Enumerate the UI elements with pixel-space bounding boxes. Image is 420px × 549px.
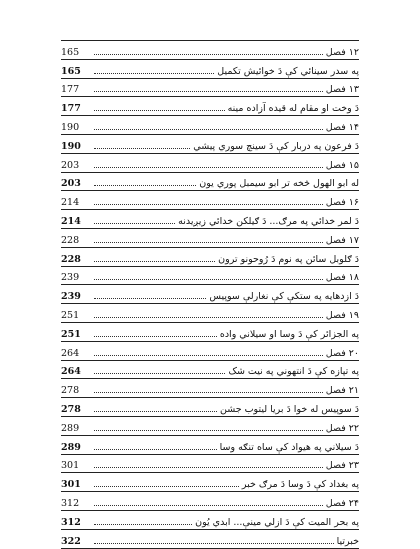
toc-title: ۱۸ فصل [325, 272, 359, 284]
toc-leader-dots [94, 373, 225, 374]
toc-page-number: 228 [61, 253, 81, 265]
toc-page-number: 251 [61, 328, 81, 340]
toc-page-number: 312 [61, 497, 80, 509]
toc-title: ۲۱ فصل [325, 385, 359, 397]
toc-page-number: 264 [61, 347, 80, 359]
toc-page-number: 190 [61, 121, 80, 133]
toc-page-number: 165 [61, 46, 80, 58]
toc-leader-dots [94, 336, 217, 337]
toc-title: ۲۳ فصل [325, 460, 359, 472]
toc-leader-dots [94, 486, 239, 487]
toc-title: ۱۷ فصل [325, 234, 359, 246]
toc-page-number: 264 [61, 366, 81, 378]
toc-title: په بغداد کې دَ وسا دَ مرګ خبر [241, 479, 359, 491]
toc-title: دَ ګلوبل سائن په نوم دَ رُوحونو ترون [218, 253, 359, 265]
table-of-contents [61, 40, 359, 549]
toc-chapter-heading [61, 191, 359, 210]
toc-title: ۱۶ فصل [325, 197, 359, 209]
toc-leader-dots [94, 317, 323, 318]
toc-chapter-heading [61, 455, 359, 474]
toc-chapter-heading [61, 116, 359, 135]
toc-title: په بحر الميت کې دَ ازلي مينې... ابدي يُون [195, 516, 359, 528]
toc-leader-dots [94, 524, 192, 525]
toc-entry [61, 436, 359, 455]
toc-entry [61, 248, 359, 267]
toc-leader-dots [94, 543, 334, 544]
toc-title: په سدر سینائي کې دَ خوائيش تکميل [217, 65, 359, 77]
toc-chapter-heading [61, 379, 359, 398]
toc-page-number: 203 [61, 159, 80, 171]
toc-title: خبرتيا [336, 535, 359, 547]
toc-leader-dots [94, 223, 175, 224]
toc-entry [61, 135, 359, 154]
toc-page-number: 190 [61, 140, 81, 152]
toc-page-number: 214 [61, 197, 80, 209]
toc-leader-dots [94, 148, 190, 149]
toc-page-number: 214 [61, 215, 81, 227]
toc-entry [61, 530, 359, 549]
toc-page-number: 289 [61, 422, 80, 434]
toc-chapter-heading [61, 229, 359, 248]
toc-leader-dots [94, 298, 206, 299]
toc-title: ۲۴ فصل [325, 497, 359, 509]
toc-chapter-heading [61, 41, 359, 60]
toc-page-number: 289 [61, 441, 81, 453]
toc-entry [61, 97, 359, 116]
toc-title: ۱۵ فصل [325, 159, 359, 171]
toc-title: له ابو الهول څخه تر ابو سيمبل پوري يون [199, 178, 359, 190]
toc-entry [61, 60, 359, 79]
toc-leader-dots [94, 73, 214, 74]
toc-entry [61, 511, 359, 530]
toc-entry [61, 285, 359, 304]
toc-entry [61, 210, 359, 229]
toc-leader-dots [94, 185, 196, 186]
toc-leader-dots [94, 110, 225, 111]
toc-chapter-heading [61, 417, 359, 436]
toc-title: دَ ازدهايه په ستکې کې نغارلې سوپيس [209, 291, 359, 303]
toc-leader-dots [94, 505, 323, 506]
toc-entry [61, 173, 359, 192]
toc-title: ۱۲ فصل [325, 46, 359, 58]
toc-leader-dots [94, 167, 323, 168]
toc-page-number: 203 [61, 178, 81, 190]
toc-chapter-heading [61, 342, 359, 361]
toc-title: ۱۴ فصل [325, 121, 359, 133]
toc-page-number: 165 [61, 65, 81, 77]
toc-leader-dots [94, 242, 323, 243]
toc-page-number: 301 [61, 460, 80, 472]
toc-title: ۲۲ فصل [325, 422, 359, 434]
toc-title: دَ لمر خدائي په مرګ... دَ ګيلکن خدائي زيږيدنه [178, 215, 359, 227]
toc-chapter-heading [61, 79, 359, 98]
toc-chapter-heading [61, 267, 359, 286]
toc-title: ۲۰ فصل [325, 347, 359, 359]
toc-page-number: 251 [61, 309, 80, 321]
toc-entry [61, 323, 359, 342]
toc-leader-dots [94, 129, 323, 130]
toc-title: په تپازه کې دَ انتهوني په نيت شک [228, 366, 359, 378]
toc-leader-dots [94, 355, 323, 356]
toc-leader-dots [94, 261, 215, 262]
toc-entry [61, 398, 359, 417]
toc-leader-dots [94, 204, 323, 205]
toc-entry [61, 361, 359, 380]
toc-page-number: 228 [61, 234, 80, 246]
toc-title: دَ سوپيس له خوا دَ بريا ليتوب جشن [220, 403, 359, 415]
toc-title: دَ سيلاني په هيواد کې ساه تنګه وسا [219, 441, 359, 453]
toc-leader-dots [94, 91, 323, 92]
toc-page-number: 177 [61, 103, 81, 115]
toc-chapter-heading [61, 154, 359, 173]
toc-page-number: 177 [61, 84, 80, 96]
toc-leader-dots [94, 279, 323, 280]
toc-entry [61, 473, 359, 492]
toc-leader-dots [94, 449, 217, 450]
toc-title: په الجزائر کې دَ وسا او سيلاني واده [219, 328, 359, 340]
toc-page-number: 322 [61, 535, 81, 547]
toc-title: دَ فرعون په دربار کې دَ سينچ سوري پيشي [193, 140, 359, 152]
toc-page-number: 278 [61, 403, 81, 415]
toc-page-number: 239 [61, 272, 80, 284]
toc-chapter-heading [61, 492, 359, 511]
toc-leader-dots [94, 392, 323, 393]
toc-title: ۱۳ فصل [325, 84, 359, 96]
toc-title: دَ وخت او مقام له قيده آزاده مينه [227, 103, 359, 115]
toc-leader-dots [94, 411, 217, 412]
toc-page-number: 278 [61, 385, 80, 397]
toc-leader-dots [94, 54, 323, 55]
toc-page-number: 301 [61, 479, 81, 491]
toc-leader-dots [94, 430, 323, 431]
toc-page-number: 239 [61, 291, 81, 303]
toc-chapter-heading [61, 304, 359, 323]
toc-title: ۱۹ فصل [325, 309, 359, 321]
toc-leader-dots [94, 467, 323, 468]
toc-page-number: 312 [61, 516, 81, 528]
